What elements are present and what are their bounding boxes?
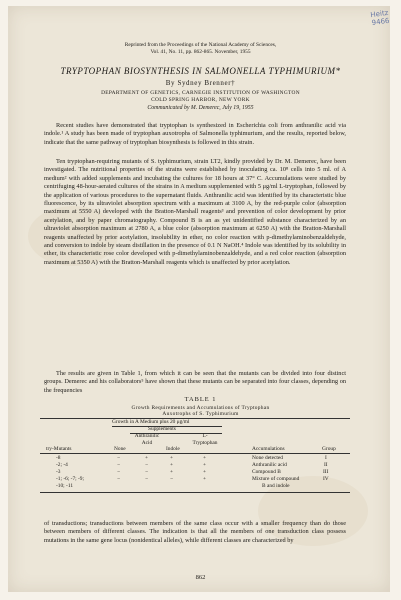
paragraph-methods: Ten tryptophan-requiring mutants of S. typhimurium, strain LT2, kindly provided by Dr. M. Demerec, have been investigated. The nutritional properties of the strains were established by inoculating ca. 10⁸ cells into 5 ml. of A medium² with added supplements and incubating the cultures for 18 hours at 37° C. Accumulations were studied by centrifuging 48-hour-aerated cultures of the strains in A medium supplemented with 5 μg/ml L-tryptophan, followed by the application of various procedures to the supernatant fluids. Anthranilic acid was identified by its characteristic blue fluorescence, by its ultraviolet absorption spectrum with a maximum at 3100 A, by the red-purple color (absorption maximum at 5550 A) developed with the Bratton-Marshall reagents³ and prevention of color development by prior acetylation, and by paper chromatography. Compound B is an as yet unidentified substance characterized by an ultraviolet absorption maximum at 2780 A, a blue color (absorption maximum at 6250 A) with the Bratton-Marshall reagents unaffected by prior acetylation, insolubility in ether, no color reaction with p-dimethylaminobenzaldehyde, and conversion to indole by steam distillation in the presence of 0.1 N NaOH.⁴ Indole was identified by its solubility in ether, its characteristic rose color developed with p-dimethylaminobenzaldehyde, and a red color reaction (absorption maximum at 5350 A) with the Bratton-Marshall reagents which is unaffected by prior acetylation. <box>44 158 346 266</box>
table-title: TABLE 1 <box>184 396 217 403</box>
cell-none: − <box>117 462 121 468</box>
cell-indole: + <box>170 455 174 461</box>
cell-anthranilic: − <box>145 476 149 482</box>
paragraph-discussion: of transductions; transductions between members of the same class occur with a smaller frequency than do those between members of different classes. The indication is that all the members of one transduction class possess mutations in the same gene locus (nonidentical alleles), while different classes are characterized by <box>44 520 346 544</box>
paper-title: TRYPTOPHAN BIOSYNTHESIS IN SALMONELLA TYPHIMURIUM* <box>60 66 341 76</box>
cell-indole: − <box>170 476 174 482</box>
cell-mutants: -3 <box>56 469 61 475</box>
page-number: 862 <box>195 574 206 581</box>
author-affiliation <box>0 90 401 103</box>
paper-author: By Sydney Brenner† <box>165 79 236 87</box>
cell-group: II <box>324 462 328 468</box>
cell-mutants: -2; -4 <box>56 462 68 468</box>
cell-tryptophan: + <box>203 455 207 461</box>
cell-accumulations: Compound B <box>252 469 281 475</box>
table-subtitle-line: Auxotrophs of S. Typhimurium <box>162 411 239 418</box>
reprint-notice <box>0 42 401 55</box>
col-header-group: Group <box>322 446 336 452</box>
reprint-line: Vol. 41, No. 11, pp. 862-865. November, 1955 <box>150 48 251 55</box>
cell-accumulations: Mixture of compound <box>252 476 300 482</box>
cell-anthranilic: − <box>145 469 149 475</box>
table-subtitle-line: Growth Requirements and Accumulations of Tryptophan <box>131 405 270 411</box>
cell-none: − <box>117 469 121 475</box>
handwritten-note-line: 9466 <box>371 16 391 28</box>
cell-group: III <box>323 469 329 475</box>
col-header-none: None <box>114 446 126 452</box>
cell-anthranilic: + <box>145 455 149 461</box>
handwritten-note <box>370 9 390 27</box>
cell-tryptophan: + <box>203 476 207 482</box>
cell-mutants: -1; -6; -7; -9; <box>56 476 84 482</box>
cell-indole: + <box>170 469 174 475</box>
table-rule-header <box>40 453 350 454</box>
cell-mutants: -8 <box>56 455 61 461</box>
reprint-line: Reprinted from the Proceedings of the National Academy of Sciences, <box>124 42 277 48</box>
cell-mutants: -10; -11 <box>56 483 74 489</box>
paragraph-results: The results are given in Table 1, from which it can be seen that the mutants can be divided into four distinct groups. Demerec and his collaborators⁵ have shown that these mutants can be separated into four classes, depending on the frequencies <box>44 370 346 394</box>
cell-accumulations: None detected <box>252 455 283 461</box>
cell-tryptophan: + <box>203 462 207 468</box>
cell-group: IV <box>323 476 329 482</box>
handwritten-note-line: Heitz <box>370 8 389 20</box>
cell-none: − <box>117 455 121 461</box>
supplements-header: Supplements <box>148 426 176 432</box>
cell-anthranilic: − <box>145 462 149 468</box>
col-header-tryptophan: L-Tryptophan <box>192 433 218 446</box>
communicated-by: Communicated by M. Demerec, July 19, 1955 <box>147 105 254 111</box>
cell-group: I <box>325 455 327 461</box>
table-rule-top <box>40 418 350 419</box>
table-rule-bottom <box>40 492 350 493</box>
cell-none: − <box>117 476 121 482</box>
cell-tryptophan: + <box>203 469 207 475</box>
cell-accumulations: Anthranilic acid <box>252 462 287 468</box>
col-header-mutants: try-Mutants <box>46 446 72 452</box>
col-header-accumulations: Accumulations <box>252 446 285 452</box>
cell-indole: + <box>170 462 174 468</box>
col-header-anthranilic: Anthranilic Acid <box>134 433 160 446</box>
growth-header: Growth in A Medium plus 20 μg/ml <box>112 419 190 425</box>
cell-accumulations: B and indole <box>262 483 290 489</box>
affiliation-line: DEPARTMENT OF GENETICS, CARNEGIE INSTITUTION OF WASHINGTON <box>101 90 300 96</box>
col-header-indole: Indole <box>166 446 180 452</box>
table-subtitle <box>0 405 401 417</box>
affiliation-line: COLD SPRING HARBOR, NEW YORK <box>151 96 250 103</box>
paragraph-intro: Recent studies have demonstrated that tryptophan is synthesized in Escherichia coli from anthranilic acid via indole.¹ A study has been made of tryptophan auxotrophs of Salmonella typhimurium, and the results, reported below, indicate that the same pathway of tryptophan biosynthesis is followed in this strain. <box>44 122 346 146</box>
